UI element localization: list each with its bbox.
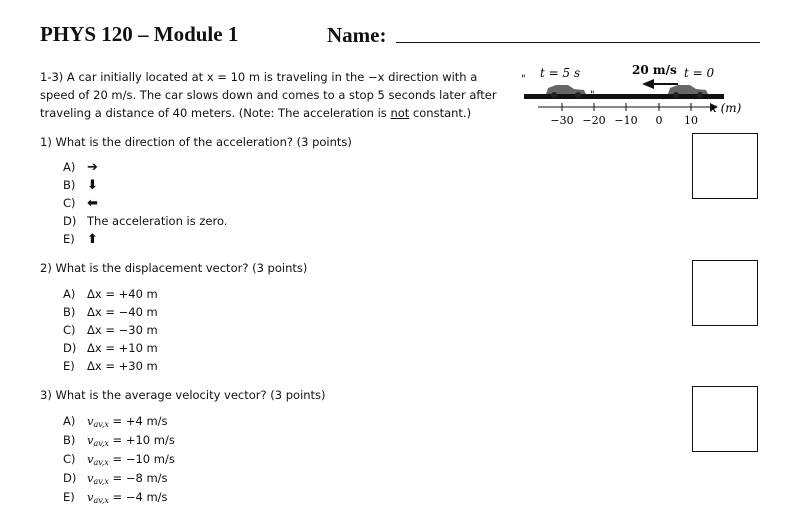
option-text: Δx = −40 m (87, 305, 158, 319)
var-v: v (87, 414, 94, 428)
tick-label: −20 (582, 114, 606, 127)
page-title: PHYS 120 – Module 1 (40, 22, 239, 46)
q1-option-c[interactable] (63, 196, 98, 211)
tick-label: −30 (550, 114, 574, 127)
arrow-down-icon: ⬇ (87, 178, 98, 193)
option-key: E) (63, 490, 75, 504)
q1-option-d[interactable] (63, 214, 227, 228)
var-sub: av,x (93, 420, 109, 429)
q3-option-a[interactable] (63, 414, 168, 429)
q3-option-d[interactable] (63, 471, 168, 486)
x-axis-label: x (m) (710, 101, 742, 115)
option-text: Δx = +30 m (87, 359, 158, 373)
q3-prompt: 3) What is the average velocity vector? (3 points) (40, 388, 326, 402)
q1-option-a[interactable] (63, 160, 98, 175)
speed-label: 20 m/s (632, 63, 677, 77)
option-text: Δx = +10 m (87, 341, 158, 355)
option-key: D) (63, 341, 77, 355)
option-key: B) (63, 305, 76, 319)
q2-option-d[interactable] (63, 341, 158, 355)
option-key: D) (63, 214, 77, 228)
problem-line-2: speed of 20 m/s. The car slows down and comes to a stop 5 seconds later after (40, 88, 497, 102)
option-text: Δx = −30 m (87, 323, 158, 337)
option-text: Δx = +40 m (87, 287, 158, 301)
problem-emphasis-not: not (390, 106, 410, 120)
q2-answer-box[interactable] (692, 260, 758, 326)
q2-option-a[interactable] (63, 287, 158, 301)
option-text: = −8 m/s (108, 471, 168, 485)
option-key: D) (63, 471, 77, 485)
option-text: = −4 m/s (108, 490, 168, 504)
option-key: B) (63, 178, 76, 192)
q1-answer-box[interactable] (692, 133, 758, 199)
option-key: A) (63, 414, 76, 428)
arrow-left-icon: ⬅ (87, 196, 98, 211)
q2-option-e[interactable] (63, 359, 158, 373)
q1-option-e[interactable] (63, 232, 98, 247)
problem-line-3-end: constant.) (409, 106, 472, 120)
q3-option-e[interactable] (63, 490, 168, 505)
q2-option-c[interactable] (63, 323, 158, 337)
option-key: E) (63, 232, 75, 246)
option-key: C) (63, 323, 76, 337)
label-t5: t = 5 s (540, 66, 581, 80)
q2-prompt: 2) What is the displacement vector? (3 points) (40, 261, 308, 275)
var-sub: av,x (93, 458, 109, 467)
var-sub: av,x (93, 477, 109, 486)
label-t0: t = 0 (684, 66, 715, 80)
q3-option-c[interactable] (63, 452, 175, 467)
name-label: Name: (327, 23, 387, 47)
var-v: v (87, 452, 94, 466)
problem-line-3-start: traveling a distance of 40 meters. (Note: The acceleration is (40, 106, 391, 120)
var-v: v (87, 471, 94, 485)
tick-label: 10 (684, 114, 698, 127)
problem-line-1: 1-3) A car initially located at x = 10 m is traveling in the −x direction with a (40, 70, 478, 84)
var-sub: av,x (93, 439, 109, 448)
arrow-right-icon: ➔ (87, 160, 98, 175)
q2-option-b[interactable] (63, 305, 158, 319)
option-key: B) (63, 433, 76, 447)
q1-option-b[interactable] (63, 178, 98, 193)
arrow-up-icon: ⬆ (87, 232, 98, 247)
option-key: C) (63, 452, 76, 466)
option-text: The acceleration is zero. (87, 214, 228, 228)
option-key: A) (63, 287, 76, 301)
velocity-arrow-head (642, 79, 654, 89)
var-v: v (87, 433, 94, 447)
q1-prompt: 1) What is the direction of the acceleration? (3 points) (40, 135, 352, 149)
var-v: v (87, 490, 94, 504)
quote-mark-left: " (521, 74, 526, 85)
q3-option-b[interactable] (63, 433, 175, 448)
car-motion-diagram (518, 58, 758, 130)
q3-answer-box[interactable] (692, 386, 758, 452)
option-text: = −10 m/s (108, 452, 175, 466)
option-text: = +4 m/s (108, 414, 168, 428)
option-key: C) (63, 196, 76, 210)
problem-statement (40, 68, 497, 122)
name-field-line[interactable] (396, 42, 760, 43)
var-sub: av,x (93, 496, 109, 505)
option-key: A) (63, 160, 76, 174)
option-text: = +10 m/s (108, 433, 175, 447)
tick-label: −10 (614, 114, 638, 127)
option-key: E) (63, 359, 75, 373)
tick-label: 0 (655, 114, 663, 127)
problem-line-3 (40, 104, 497, 122)
